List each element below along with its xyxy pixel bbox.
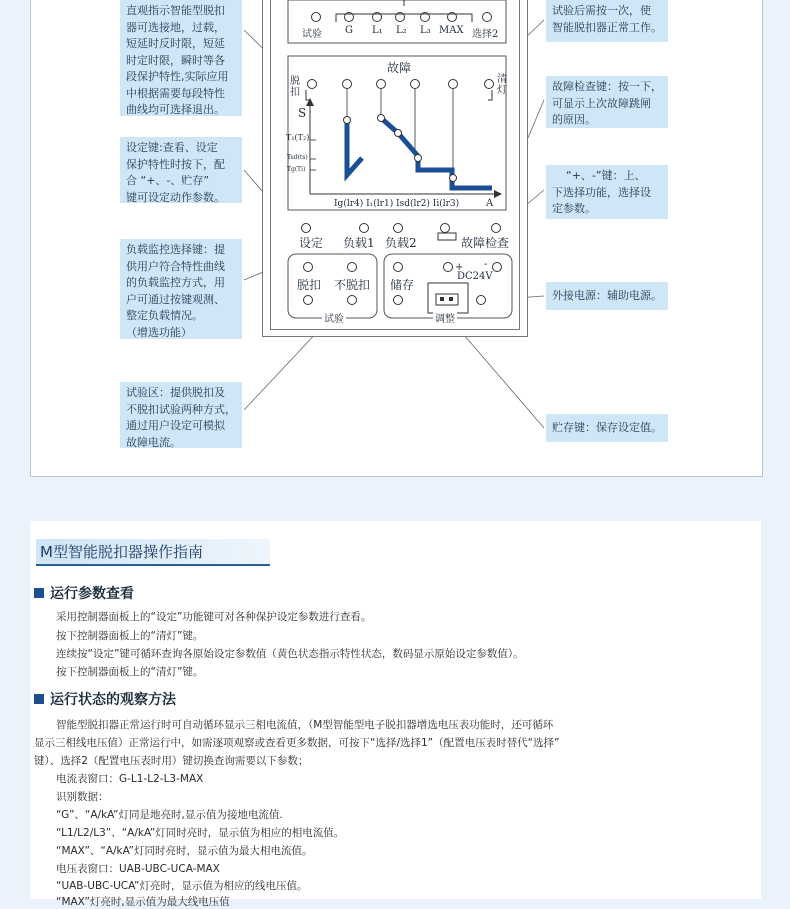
callout-line: 故障检查键：按一下， [552,80,662,93]
y-label-tg: Tg(Ti) [287,166,306,173]
callout-line: “+、-”键：上、 [566,169,646,182]
label-g: G [345,25,353,36]
callout-line: 不脱扣试验两种方式， [126,402,236,416]
callout-line: 短延时反时限，短延 [126,37,225,50]
label-l1: L₁ [372,25,383,36]
button-minus[interactable]: - [484,259,488,270]
callout-line: 直观指示智能型脱扣 [126,4,225,17]
section2-line: 智能型脱扣器正常运行时可自动循环显示三相电流值，（M型智能型电子脱扣器增选电压表功能时，还可循环 [56,719,554,731]
section2-line: 电流表窗口：G-L1-L2-L3-MAX [56,773,204,785]
fault-title: 故障 [384,59,414,76]
dc24v-label: DC24V [457,271,493,282]
callout-line: （增选功能） [126,325,192,339]
section2-heading [34,689,176,709]
section2-line: “G”、“A/kA”灯同是地亮时,显示值为接地电流值. [56,809,283,821]
square-bullet-icon [34,694,44,704]
label-l2: L₂ [396,25,407,36]
button-set[interactable]: 设定 [299,236,324,250]
section2-line: 键）、选择2（配置电压表时用）键切换查询需要以下参数； [34,755,309,767]
guide-title: M型智能脱扣器操作指南 [36,539,270,566]
section2-line: “UAB-UBC-UCA”灯亮时，显示值为相应的线电压值。 [56,880,308,892]
y-label-t1: T₁(T₂) [286,133,310,142]
callout-line: 试验区：提供脱扣及 [126,386,225,399]
callout-line: 可显示上次故障跳闸 [552,96,651,110]
button-no-trip[interactable]: 不脱扣 [334,278,371,292]
button-store[interactable]: 储存 [390,278,415,292]
button-plus[interactable]: + [455,262,464,273]
section2-line: 电压表窗口：UAB-UBC-UCA-MAX [56,863,220,875]
callout-line: 的负载监控方式，用 [126,276,225,289]
axis-s: S [298,106,307,120]
callout-line: 器可选接地，过载， [126,20,225,34]
button-load1[interactable]: 负载1 [343,236,375,250]
callout-line: 曲线均可选择退出。 [126,103,225,116]
callout-line: 故障电流。 [126,435,181,449]
callout-line: 保护特性时按下，配 [126,157,225,171]
section2-line: “MAX”灯亮时,显示值为最大线电压值 [56,896,230,908]
section1-line: 按下控制器面板上的“清灯”键。 [56,666,204,678]
square-bullet-icon [34,588,44,598]
callout-line: 通过用户设定可模拟 [126,419,225,432]
callout-line: 键可设定动作参数。 [126,190,225,204]
callout-line: 整定负载情况。 [126,309,203,322]
protection-curve [347,118,492,188]
section1-heading-text: 运行参数查看 [50,586,134,602]
callout-line: 下选择功能，选择设 [552,185,651,199]
operation-guide [30,521,761,908]
callout-line: 设定键:查看、设定 [126,141,218,154]
callout-line: 户可通过按键观测、 [126,292,225,306]
adjust-caption: 调整 [433,310,457,325]
x-labels: Ig(lr4) I₁(lr1) Isd(lr2) Ii(lr3) [334,199,460,209]
y-label-tsd: Tsd(ts) [287,154,308,161]
button-load2[interactable]: 负载2 [385,236,417,250]
callout-line: 贮存键：保存设定值。 [552,421,662,434]
callout-line: 时定时限，瞬时等各 [126,53,225,67]
callout-line: 外接电源：辅助电源。 [552,289,662,302]
section1-line: 连续按“设定”键可循环查询各原始设定参数值（黄色状态指示特性状态，数码显示原始设定参数值）。 [56,648,524,660]
section1-line: 按下控制器面板上的“清灯”键。 [56,630,204,642]
label-l3: L₃ [420,25,431,36]
section1-heading [34,583,134,603]
section1-line: 采用控制器面板上的“设定”功能键可对各种保护设定参数进行查看。 [56,611,372,623]
callout-line: 中根据需要每段特性 [126,86,225,100]
callout-line: 合 “+、-、贮存” [126,174,210,187]
button-trip[interactable]: 脱扣 [297,278,322,292]
label-trip: 脱 扣 [290,76,300,98]
callout-test-zone [120,382,242,448]
callout-line: 供用户符合特性曲线 [126,259,225,273]
callout-store-key [546,414,668,442]
section2-line: “MAX”、“A/kA”灯同时亮时，显示值为最大相电流值。 [56,845,313,857]
button-fault-check[interactable]: 故障检查 [461,236,510,250]
section2-line: “L1/L2/L3”、“A/kA”灯同时亮时，显示值为相应的相电流值。 [56,827,345,839]
callout-line: 负载监控选择键：提 [126,243,225,256]
label-select2: 选择2 [472,29,499,40]
test-caption: 试验 [322,310,346,325]
label-test: 试验 [302,29,322,40]
callout-line: 的原因。 [552,113,596,126]
section2-line: 显示三相线电压值）正常运行中，如需逐项观察或查看更多数据，可按下“选择/选择1”（配置电压表时替代“选择” [34,737,560,749]
callout-line: 段保护特性,实际应用 [126,70,229,83]
callout-line: 试验后需按一次，使 [552,4,651,17]
callout-line: 智能脱扣器正常工作。 [552,20,662,34]
label-clear: 清 灯 [497,74,507,96]
label-max: MAX [439,25,464,36]
section2-line: 识别数据： [56,791,109,803]
section2-heading-text: 运行状态的观察方法 [50,692,176,708]
axis-a: A [486,198,494,209]
callout-line: 定参数。 [552,202,596,215]
